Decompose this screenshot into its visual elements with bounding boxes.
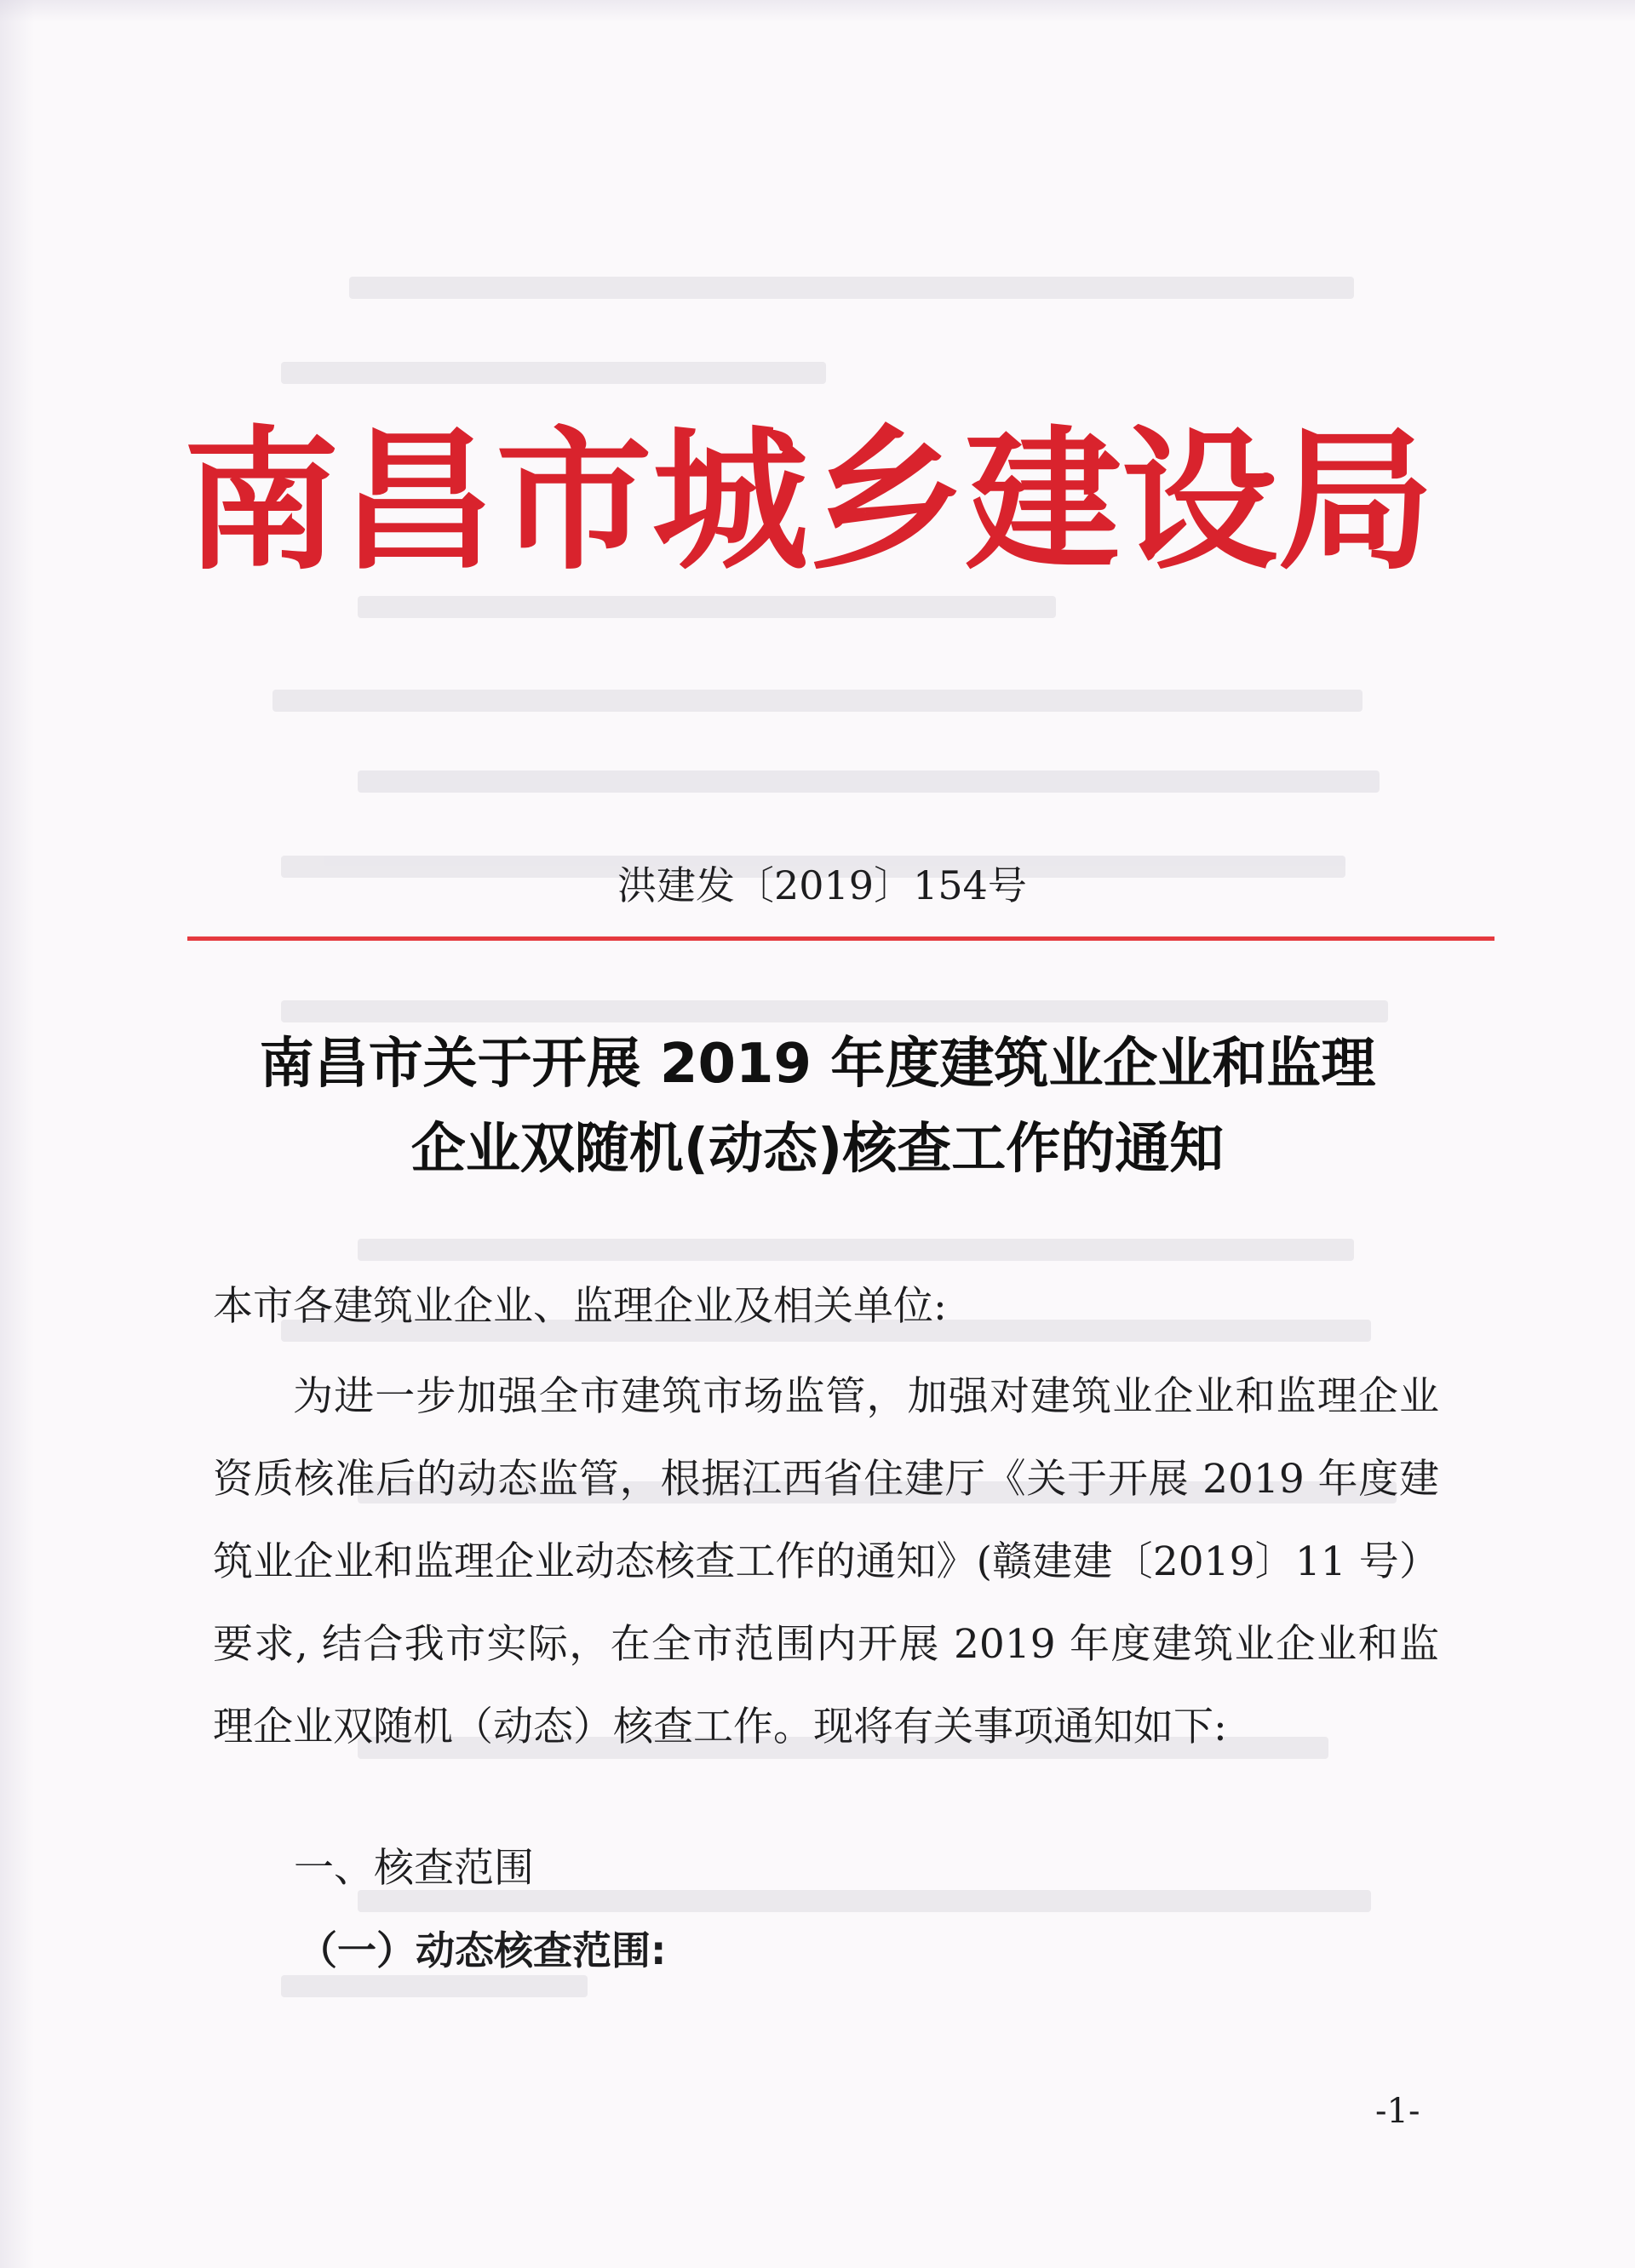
- body-paragraph: 为进一步加强全市建筑市场监管，加强对建筑业企业和监理企业资质核准后的动态监管，根据江西省住建厅《关于开展 2019 年度建筑业企业和监理企业动态核查工作的通知》(赣建建〔2019〕11 号）要求, 结合我市实际，在全市范围内开展 2019 年度建筑业企业和监理企业双随机（动态）核查工作。现将有关事项通知如下:: [213, 1373, 1439, 1750]
- notice-title: [0, 1022, 1635, 1192]
- section-subheading-1-1: （一）动态核查范围:: [298, 1927, 667, 1973]
- notice-title-line-1: 南昌市关于开展 2019 年度建筑业企业和监理: [259, 1033, 1376, 1096]
- section-heading-1: 一、核查范围: [294, 1845, 534, 1892]
- notice-title-line-2: 企业双随机(动态)核查工作的通知: [410, 1118, 1225, 1181]
- scan-edge-top: [0, 0, 1635, 22]
- page-number: -1-: [1375, 2092, 1420, 2131]
- agency-name-header: 南昌市城乡建设局: [183, 413, 1434, 591]
- salutation: 本市各建筑业企业、监理企业及相关单位:: [213, 1283, 947, 1330]
- document-number: 洪建发〔2019〕154号: [617, 862, 1027, 908]
- red-divider-line: [187, 936, 1494, 941]
